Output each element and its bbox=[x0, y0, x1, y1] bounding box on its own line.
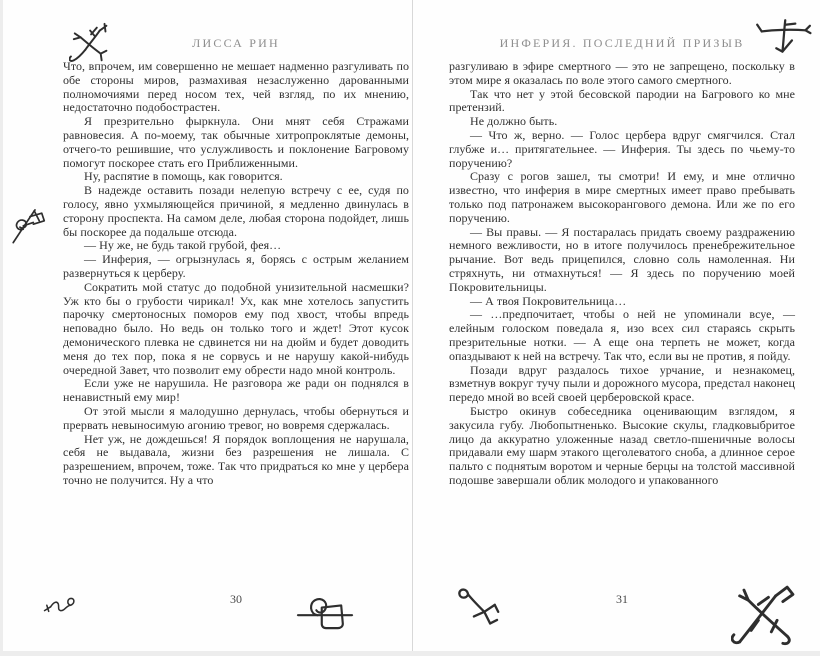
paragraph: Так что нет у этой бесовской пародии на Багрового ко мне претензий. bbox=[449, 86, 795, 115]
paragraph: — Ну же, не будь такой грубой, фея… bbox=[84, 238, 282, 253]
running-head-right: ИНФЕРИЯ. ПОСЛЕДНИЙ ПРИЗЫВ bbox=[499, 36, 745, 50]
trident-spiral-rune-icon bbox=[9, 190, 51, 260]
paragraph: Я презрительно фыркнула. Они мнят себя Стражами равновесия. А по-моему, так обычные хитропроклятые демоны, отчего-то решившие, что услужливость и поклонение Багровому помогут поскорее стать его Приближенными. bbox=[63, 114, 409, 170]
book-reader bbox=[3, 0, 820, 651]
page-right[interactable] bbox=[413, 0, 820, 651]
page-left[interactable] bbox=[3, 0, 413, 651]
paragraph: — …предпочитает, чтобы о ней не упоминали всуе, — елейным голоском поведала я, изо всех сил стараясь скрыть презрительные нотки. — А еще она терпеть не может, когда опаздывают к ней на встречу. Так что, если вы не против, я пойду. bbox=[449, 307, 795, 363]
page-number-left: 30 bbox=[230, 592, 242, 606]
paragraph: Если уже не нарушила. Не разговора же ради он поднялся в ненавистный ему мир! bbox=[63, 376, 409, 405]
paragraph: Ну, распятие в помощь, как говорится. bbox=[84, 169, 283, 184]
paragraph: Сразу с рогов зашел, ты смотри! И ему, и мне отлично известно, что инферия в мире смертных имеет право пребывать только под патронажем высокорангового демона. Или же по его поручению. bbox=[449, 169, 795, 225]
running-head-left: ЛИССА РИН bbox=[192, 36, 280, 50]
paragraph: — Вы правы. — Я постаралась придать своему раздражению немного вежливости, но в итоге получилось пренебрежительное рычание. Вот ведь прицепился, словно соль намоленная. Ни стряхнуть, ни отмахнуться! — Я здесь по поручению моей Покровительницы. bbox=[449, 224, 795, 294]
paragraph: — Инферия, — огрызнулась я, борясь с острым желанием развернуться к церберу. bbox=[63, 252, 409, 280]
paragraph: разгуливаю в эфире смертного — это не запрещено, поскольку в этом мире я оказалась по воле этого самого смертного. bbox=[449, 59, 795, 87]
text-column-right bbox=[449, 60, 795, 488]
page-number-right: 31 bbox=[616, 592, 628, 606]
text-column-left bbox=[63, 60, 409, 488]
loop-squiggle-rune-icon bbox=[29, 584, 95, 622]
paragraph: Сократить мой статус до подобной унизительной насмешки? Уж кто бы о грубости чирикал! Ух, как мне хотелось запустить парочку смертоносных поморов ему под хвост, чтобы впредь неповадно было. Но ведь он только того и ждет! Этот кусок демонического плевка не сдвинется ни на дюйм и будет доводить меня до тех пор, пока я не сорвусь и не нарушу какой-нибудь очередной Завет, что позволит ему обрести надо мной контроль. bbox=[63, 279, 409, 377]
paragraph: Быстро окинув собеседника оценивающим взглядом, я закусила губу. Любопытненько. Высокие скулы, гладковыбритое лицо да аккуратно уложенные назад светло-пшеничные волосы придавали ему шарм этакого щеголеватого сноба, а длинное серое пальто с поднятым воротом и черные берцы на толстой массивной подошве завершали облик молодого и упакованного bbox=[449, 403, 795, 487]
paragraph: Не должно быть. bbox=[470, 114, 558, 129]
paragraph: — А твоя Покровительница… bbox=[470, 293, 627, 308]
paragraph: — Что ж, верно. — Голос цербера вдруг смягчился. Стал глубже и… притягательнее. — Инферия. Ты здесь по чьему-то поручению? bbox=[449, 127, 795, 170]
crossed-x-rune-icon bbox=[731, 578, 803, 654]
paragraph: В надежде оставить позади нелепую встречу с ее, судя по голосу, явно ухмыляющейся причиной, я медленно двинулась в сторону проспекта. На самом деле, любая сторона подойдет, лишь бы поскорее да подальше отсюда. bbox=[63, 183, 409, 239]
paragraph: Нет уж, не дождешься! Я порядок воплощения не нарушала, себя не выдавала, жизни без разрешения не лишала. С разрешением, впрочем, тоже. Так что придраться ко мне у цербера точно не получится. Ну а что bbox=[63, 431, 409, 487]
spiral-box-rune-icon bbox=[283, 586, 367, 640]
paragraph: От этой мысли я малодушно дернулась, чтобы обернуться и прервать невыносимую агонию тревог, но вовремя сдержалась. bbox=[63, 403, 409, 432]
book-spread bbox=[3, 0, 820, 651]
bird-fork-rune-icon bbox=[452, 584, 512, 642]
paragraph: Что, впрочем, им совершенно не мешает надменно разгуливать по обе стороны миров, размахивая незаслуженно дарованными полномочиями перед носом тех, чей взгляд, по их мнению, недостаточно подобострастен. bbox=[63, 59, 409, 115]
paragraph: Позади вдруг раздалось тихое урчание, и незнакомец, взметнув вокруг тучу пыли и дорожного мусора, предстал наконец передо мной во всей своей церберовской красе. bbox=[449, 362, 795, 405]
